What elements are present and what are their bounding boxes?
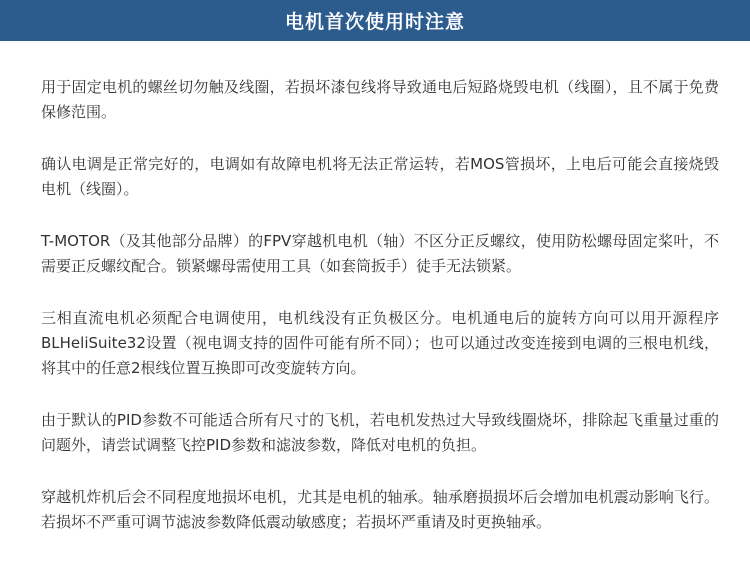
notes-body (41, 75, 719, 562)
note-paragraph-pid: 由于默认的PID参数不可能适合所有尺寸的飞机，若电机发热过大导致线圈烧坏，排除起飞重量过重的问题外，请尝试调整飞控PID参数和滤波参数，降低对电机的负担。 (41, 411, 719, 454)
note-paragraph-bearing: 穿越机炸机后会不同程度地损坏电机，尤其是电机的轴承。轴承磨损损坏后会增加电机震动影响飞行。若损坏不严重可调节滤波参数降低震动敏感度；若损坏严重请及时更换轴承。 (41, 488, 719, 531)
note-paragraph-thread: T-MOTOR（及其他部分品牌）的FPV穿越机电机（轴）不区分正反螺纹，使用防松螺母固定桨叶，不需要正反螺纹配合。锁紧螺母需使用工具（如套筒扳手）徒手无法锁紧。 (41, 232, 719, 275)
page-title: 电机首次使用时注意 (284, 11, 465, 33)
note-paragraph-screw: 用于固定电机的螺丝切勿触及线圈，若损坏漆包线将导致通电后短路烧毁电机（线圈），且不属于免费保修范围。 (41, 78, 719, 121)
note-paragraph-esc-check: 确认电调是正常完好的，电调如有故障电机将无法正常运转，若MOS管损坏，上电后可能会直接烧毁电机（线圈）。 (41, 155, 719, 198)
note-paragraph-direction: 三相直流电机必须配合电调使用，电机线没有正负极区分。电机通电后的旋转方向可以用开源程序BLHeliSuite32设置（视电调支持的固件可能有所不同）；也可以通过改变连接到电调的三根电机线，将其中的任意2根线位置互换即可改变旋转方向。 (41, 309, 719, 377)
header-bar (0, 0, 750, 41)
